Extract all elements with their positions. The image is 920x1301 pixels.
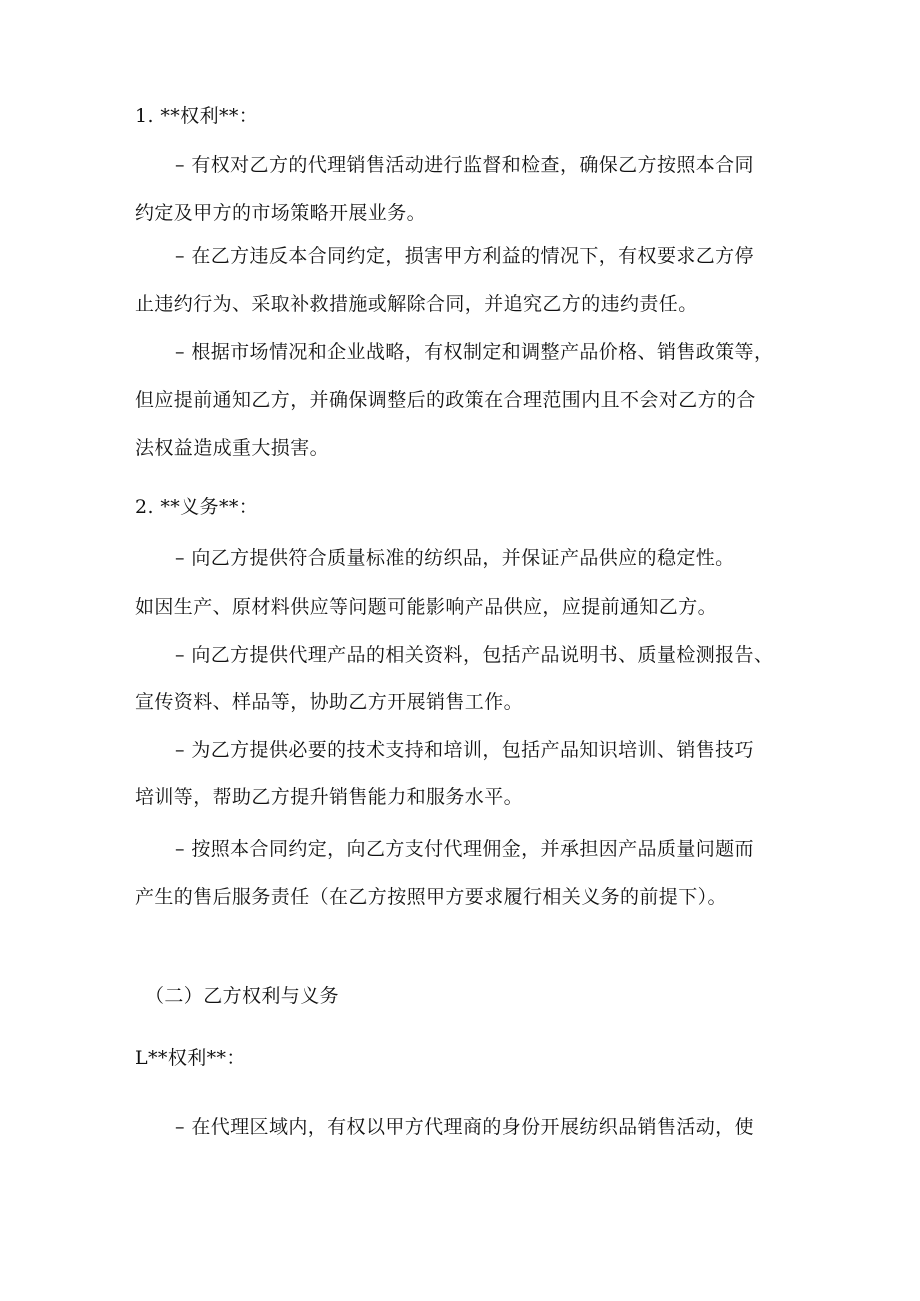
paragraph-line: – 在乙方违反本合同约定，损害甲方利益的情况下，有权要求乙方停 [175, 245, 754, 267]
paragraph-line: 止违约行为、采取补救措施或解除合同，并追究乙方的违约责任。 [135, 293, 698, 315]
section-title: （二）乙方权利与义务 [145, 985, 340, 1007]
paragraph-line: – 根据市场情况和企业战略，有权制定和调整产品价格、销售政策等， [175, 341, 774, 363]
paragraph-line: 但应提前通知乙方，并确保调整后的政策在合理范围内且不会对乙方的合 [135, 389, 756, 411]
paragraph-line: – 按照本合同约定，向乙方支付代理佣金，并承担因产品质量问题而 [175, 838, 754, 860]
paragraph-line: – 有权对乙方的代理销售活动进行监督和检查，确保乙方按照本合同 [175, 154, 754, 176]
paragraph-line: – 在代理区域内，有权以甲方代理商的身份开展纺织品销售活动，使 [175, 1116, 754, 1138]
paragraph-line: 如因生产、原材料供应等问题可能影响产品供应，应提前通知乙方。 [135, 596, 718, 618]
paragraph-line: – 向乙方提供代理产品的相关资料，包括产品说明书、质量检测报告、 [175, 644, 774, 666]
paragraph-line: 宣传资料、样品等，协助乙方开展销售工作。 [135, 691, 524, 713]
heading-rights: 1. **权利**： [135, 105, 259, 127]
paragraph-line: 产生的售后服务责任（在乙方按照甲方要求履行相关义务的前提下）。 [135, 886, 727, 908]
paragraph-line: – 为乙方提供必要的技术支持和培训，包括产品知识培训、销售技巧 [175, 739, 754, 761]
paragraph-line: 法权益造成重大损害。 [135, 437, 330, 459]
heading-obligations: 2. **义务**： [135, 496, 259, 518]
heading-party-b-rights: L**权利**： [135, 1047, 246, 1069]
paragraph-line: 培训等，帮助乙方提升销售能力和服务水平。 [135, 786, 524, 808]
paragraph-line: 约定及甲方的市场策略开展业务。 [135, 202, 427, 224]
paragraph-line: – 向乙方提供符合质量标准的纺织品，并保证产品供应的稳定性。 [175, 547, 735, 569]
